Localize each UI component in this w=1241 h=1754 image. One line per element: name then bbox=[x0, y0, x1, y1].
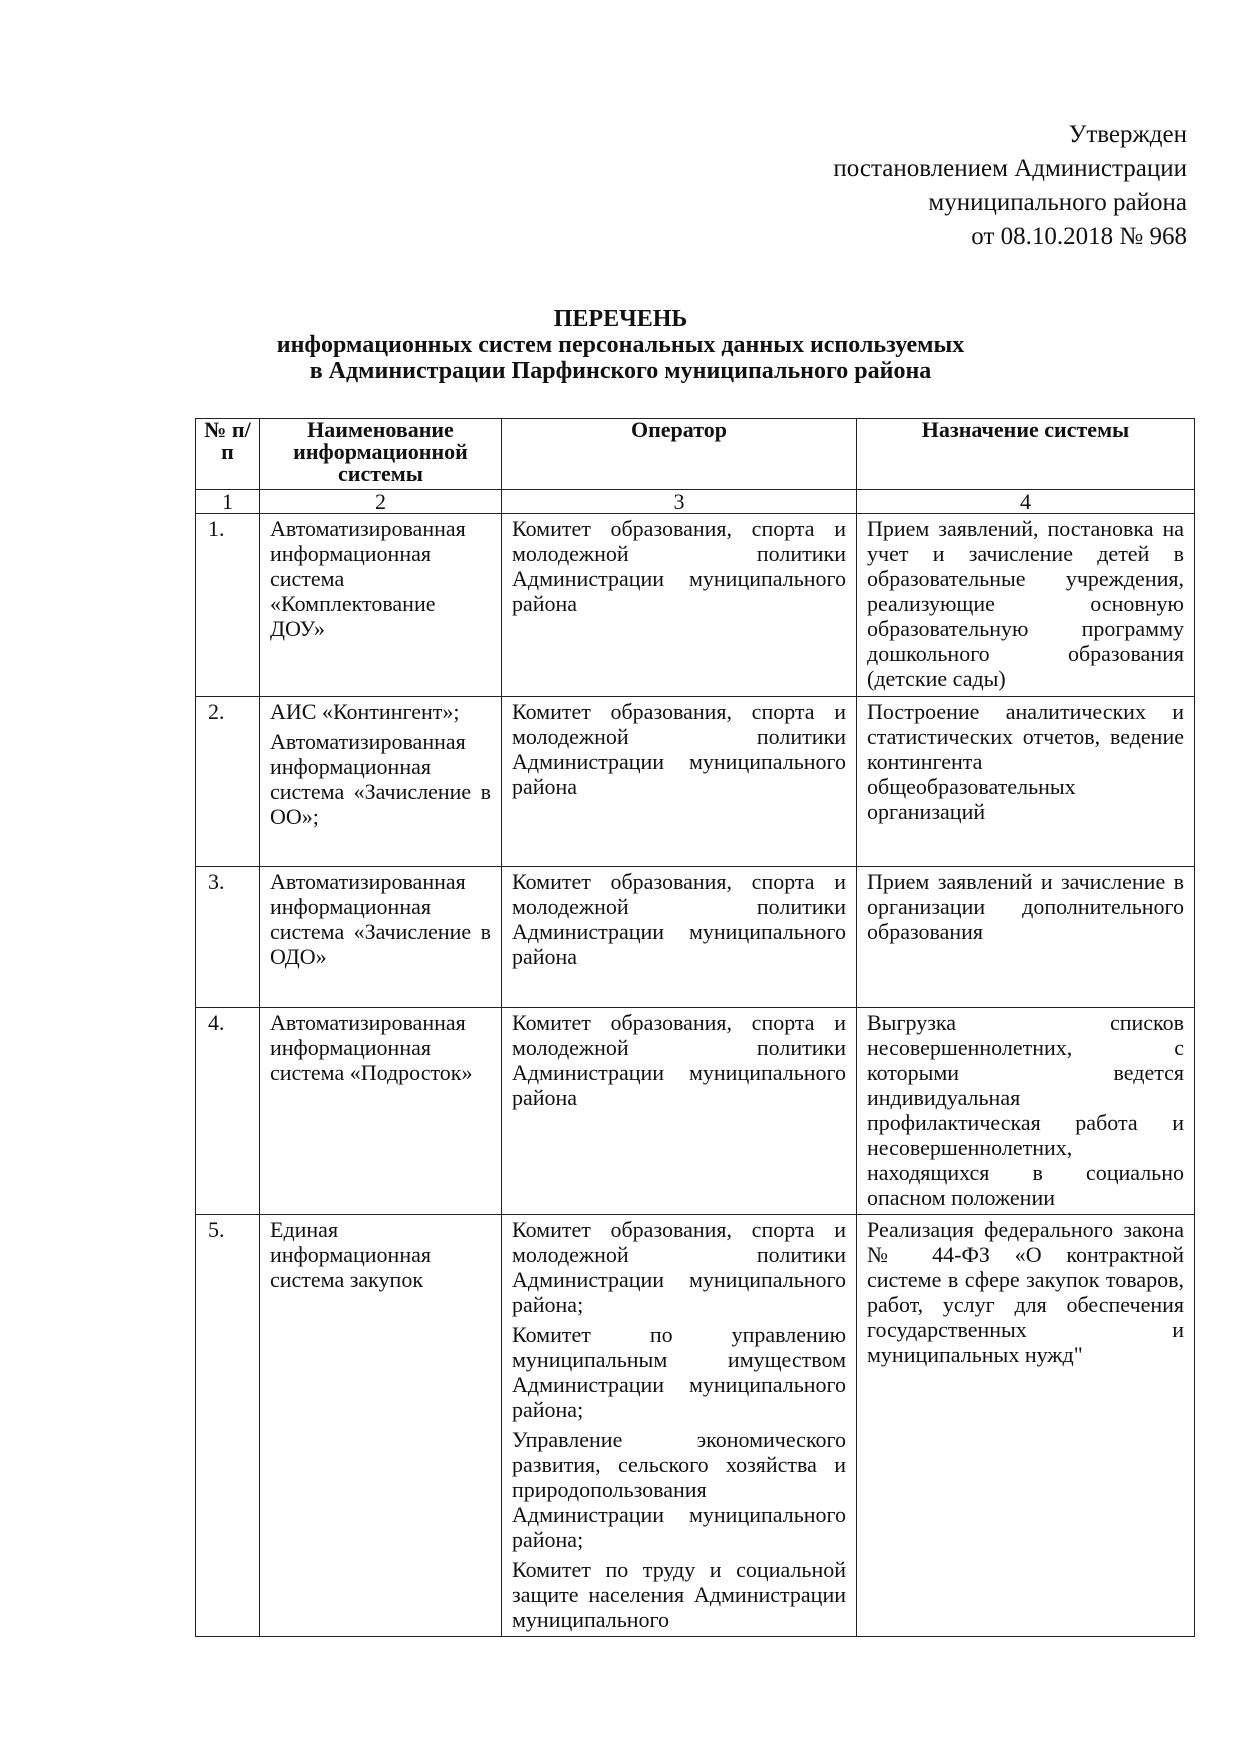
system-name-cell bbox=[260, 1215, 502, 1637]
approval-line: постановлением Администрации bbox=[833, 155, 1187, 182]
document-title bbox=[0, 306, 1241, 384]
row-number: 3. bbox=[196, 867, 260, 1008]
operator-name: Комитет образования, спорта и молодежной политики Администрации муниципального района bbox=[512, 516, 846, 616]
row-number: 1. bbox=[196, 514, 260, 697]
approval-line: муниципального района bbox=[928, 189, 1187, 216]
header-row bbox=[196, 419, 1195, 490]
approval-line: Утвержден bbox=[1068, 121, 1187, 148]
operator-cell bbox=[502, 697, 857, 867]
operator-cell bbox=[502, 867, 857, 1008]
operator-name: Комитет образования, спорта и молодежной политики Администрации муниципального района bbox=[512, 869, 846, 969]
system-purpose: Построение аналитических и статистических отчетов, ведение контингента общеобразовательных организаций bbox=[857, 697, 1195, 867]
table-row bbox=[196, 1215, 1195, 1637]
approval-block bbox=[833, 118, 1187, 254]
operator-name: Комитет образования, спорта и молодежной политики Администрации муниципального района bbox=[512, 699, 846, 799]
system-name: Автоматизированная информационная система «Подросток» bbox=[270, 1010, 473, 1085]
header-number: № п/п bbox=[196, 419, 260, 490]
title-heading: ПЕРЕЧЕНЬ bbox=[553, 306, 688, 332]
system-purpose: Прием заявлений, постановка на учет и зачисление детей в образовательные учреждения, реализующие основную образовательную программу дошкольного образования (детские сады) bbox=[857, 514, 1195, 697]
table-row bbox=[196, 867, 1195, 1008]
column-number: 3 bbox=[502, 490, 857, 514]
header-operator: Оператор bbox=[502, 419, 857, 490]
header-name: Наименование информационной системы bbox=[260, 419, 502, 490]
system-name-cell bbox=[260, 514, 502, 697]
system-name-cell bbox=[260, 1008, 502, 1215]
column-number: 4 bbox=[857, 490, 1195, 514]
system-name: Автоматизированная информационная система «Зачисление в ОДО» bbox=[270, 869, 491, 969]
title-subheading: информационных систем персональных данных используемых bbox=[276, 332, 965, 358]
approval-date: от 08.10.2018 № 968 bbox=[971, 223, 1187, 250]
row-number: 2. bbox=[196, 697, 260, 867]
system-purpose: Выгрузка списков несовершеннолетних, с которыми ведется индивидуальная профилактическая работа и несовершеннолетних, находящихся в социально опасном положении bbox=[857, 1008, 1195, 1215]
operator-name: Управление экономического развития, сельского хозяйства и природопользования Администрации муниципального района; bbox=[512, 1427, 846, 1552]
system-purpose: Прием заявлений и зачисление в организации дополнительного образования bbox=[857, 867, 1195, 1008]
system-name: АИС «Контингент»; bbox=[270, 699, 460, 724]
system-name-cell bbox=[260, 867, 502, 1008]
operator-name: Комитет по труду и социальной защите населения Администрации муниципального bbox=[512, 1557, 846, 1632]
systems-table bbox=[195, 418, 1195, 1637]
operator-cell bbox=[502, 514, 857, 697]
column-number-row bbox=[196, 490, 1195, 514]
table-row bbox=[196, 1008, 1195, 1215]
column-number: 1 bbox=[196, 490, 260, 514]
system-name: Автоматизированная информационная система «Зачисление в ОО»; bbox=[270, 729, 491, 829]
header-purpose: Назначение системы bbox=[857, 419, 1195, 490]
operator-cell bbox=[502, 1008, 857, 1215]
column-number: 2 bbox=[260, 490, 502, 514]
operator-name: Комитет по управлению муниципальным имуществом Администрации муниципального района; bbox=[512, 1322, 846, 1422]
system-name: Автоматизированная информационная система «Комплектование ДОУ» bbox=[270, 516, 466, 641]
operator-name: Комитет образования, спорта и молодежной политики Администрации муниципального района bbox=[512, 1010, 846, 1110]
title-subheading: в Администрации Парфинского муниципального района bbox=[309, 358, 932, 384]
system-name: Единая информационная система закупок bbox=[270, 1217, 431, 1292]
operator-cell bbox=[502, 1215, 857, 1637]
row-number: 4. bbox=[196, 1008, 260, 1215]
operator-name: Комитет образования, спорта и молодежной политики Администрации муниципального района; bbox=[512, 1217, 846, 1317]
system-name-cell bbox=[260, 697, 502, 867]
system-purpose: Реализация федерального закона № 44-ФЗ «О контрактной системе в сфере закупок товаров, работ, услуг для обеспечения государственных и муниципальных нужд" bbox=[857, 1215, 1195, 1637]
row-number: 5. bbox=[196, 1215, 260, 1637]
table-row bbox=[196, 514, 1195, 697]
table-row bbox=[196, 697, 1195, 867]
